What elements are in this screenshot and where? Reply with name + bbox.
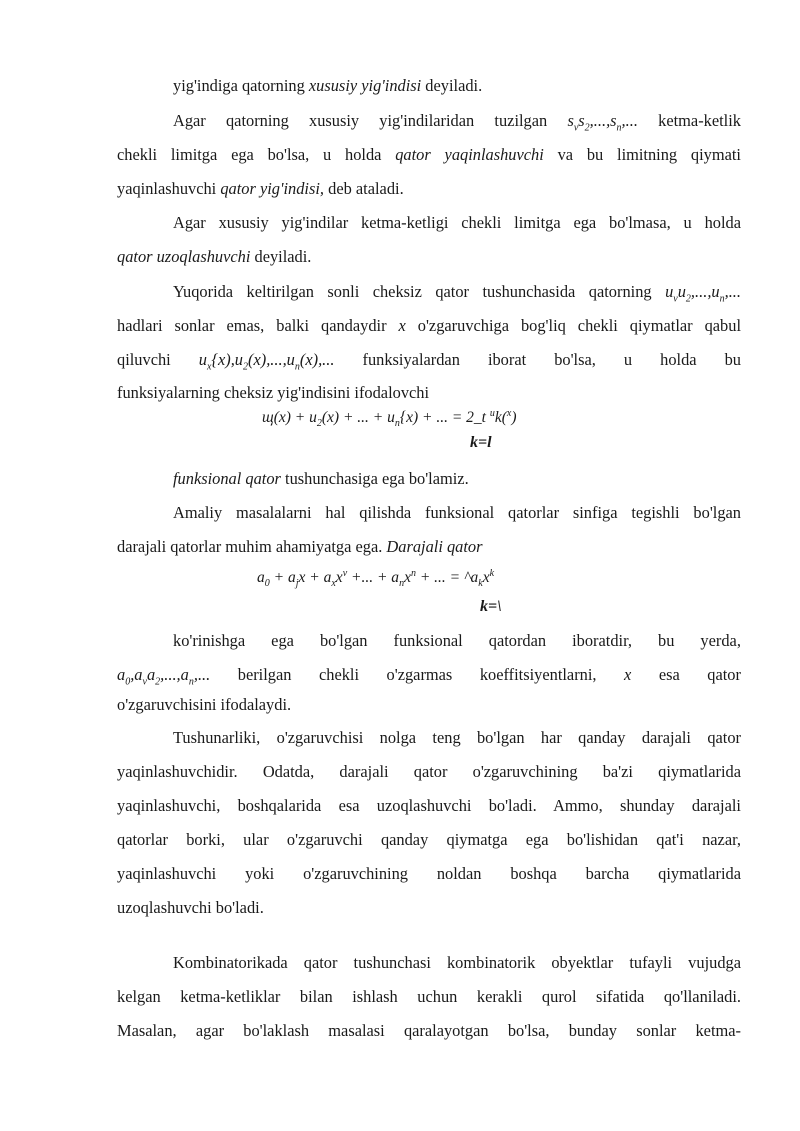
paragraph-line: uzoqlashuvchi bo'ladi.	[117, 898, 264, 917]
paragraph-line: qatorlar borki, ular o'zgaruvchi qanday qiymatga ega bo'lishidan qat'i nazar,	[117, 830, 741, 849]
paragraph-line: chekli limitga ega bo'lsa, u holda qator yaqinlashuvchi va bu limitning qiymati	[117, 145, 741, 164]
text: yig'indiga qatorning	[173, 76, 309, 95]
paragraph-line: yaqinlashuvchi, boshqalarida esa uzoqlashuvchi bo'ladi. Ammo, shunday darajali	[117, 796, 741, 815]
paragraph-line: Agar xususiy yig'indilar ketma-ketligi chekli limitga ega bo'lmasa, u holda	[173, 213, 741, 232]
term-italic: qator yaqinlashuvchi	[395, 145, 544, 164]
paragraph-line: funksiyalarning cheksiz yig'indisini ifodalovchi	[117, 383, 430, 402]
paragraph-line: hadlari sonlar emas, balki qandaydir x o'zgaruvchiga bog'liq chekli qiymatlar qabul	[117, 316, 742, 335]
term-italic: qator yig'indisi,	[220, 179, 325, 198]
paragraph-line: kelgan ketma-ketliklar bilan ishlash uchun kerakli qurol sifatida qo'llaniladi.	[117, 987, 741, 1006]
coefficient-sequence: $a_0,a_va_2,...,a_n$,...	[117, 665, 211, 688]
summation-index: k=\	[480, 598, 502, 615]
paragraph-line	[173, 76, 741, 96]
sequence-formula: $s_vs_2,...,s_n$,...	[567, 111, 638, 134]
term-italic: xususiy yig'indisi	[308, 76, 422, 95]
paragraph-line: Yuqorida keltirilgan sonli cheksiz qator tushunchasida qatorning $u_vu_2,...,u_n$,...	[173, 282, 741, 305]
term-italic: funksional qator	[173, 469, 281, 488]
function-sequence: $u_x\{x),u_2(x),...,u_n(x)$,...	[198, 350, 335, 373]
paragraph-line: qator uzoqlashuvchi deyiladi.	[117, 247, 312, 266]
paragraph-line: $a_0,a_va_2,...,a_n$,... berilgan chekli o'zgarmas koeffitsiyentlarni, x esa qator	[117, 665, 741, 688]
paragraph-line: yaqinlashuvchi qator yig'indisi, deb ataladi.	[117, 179, 404, 198]
paragraph-line: darajali qatorlar muhim ahamiyatga ega. Darajali qator	[117, 537, 483, 556]
sequence-formula: $u_vu_2,...,u_n$,...	[665, 282, 741, 305]
text: Agar qatorning xususiy yig'indilaridan tuzilgan	[173, 111, 568, 130]
text: ketma-ketlik	[637, 111, 741, 130]
paragraph-line: funksional qator tushunchasiga ega bo'lamiz.	[173, 469, 469, 488]
term-italic: qator uzoqlashuvchi	[117, 247, 251, 266]
paragraph-line: Kombinatorikada qator tushunchasi kombinatorik obyektlar tufayli vujudga	[173, 953, 741, 972]
paragraph-line: qiluvchi $u_x\{x),u_2(x),...,u_n(x)$,... funksiyalardan iborat bo'lsa, u holda bu	[117, 350, 741, 373]
summation-index: k=l	[470, 434, 492, 451]
paragraph-line: yaqinlashuvchi yoki o'zgaruvchining noldan boshqa barcha qiymatlarida	[117, 864, 741, 883]
paragraph-line: Tushunarliki, o'zgaruvchisi nolga teng bo'lgan har qanday darajali qator	[173, 728, 741, 747]
paragraph-line: Amaliy masalalarni hal qilishda funksional qatorlar sinfiga tegishli bo'lgan	[173, 503, 741, 522]
paragraph-line: ko'rinishga ega bo'lgan funksional qatordan iboratdir, bu yerda,	[173, 631, 741, 650]
paragraph-line: yaqinlashuvchidir. Odatda, darajali qator o'zgaruvchining ba'zi qiymatlarida	[117, 762, 741, 781]
paragraph-line	[173, 111, 741, 134]
text: deyiladi.	[421, 76, 483, 95]
series-formula: $щ(x) + u_2(x)$ + ... + $u_n\{x)$ + ... = 2_t $^u$k($^x$)	[262, 407, 517, 430]
paragraph-line: Masalan, agar bo'laklash masalasi qaralayotgan bo'lsa, bunday sonlar ketma-	[117, 1021, 741, 1040]
term-italic: Darajali qator	[386, 537, 483, 556]
paragraph-line: o'zgaruvchisini ifodalaydi.	[117, 695, 292, 714]
power-series-formula: $a_0 + a_jx + a_xx^v$ +... + $a_nx^n$ + ... = $\^{}a_kx^k$	[257, 567, 495, 590]
